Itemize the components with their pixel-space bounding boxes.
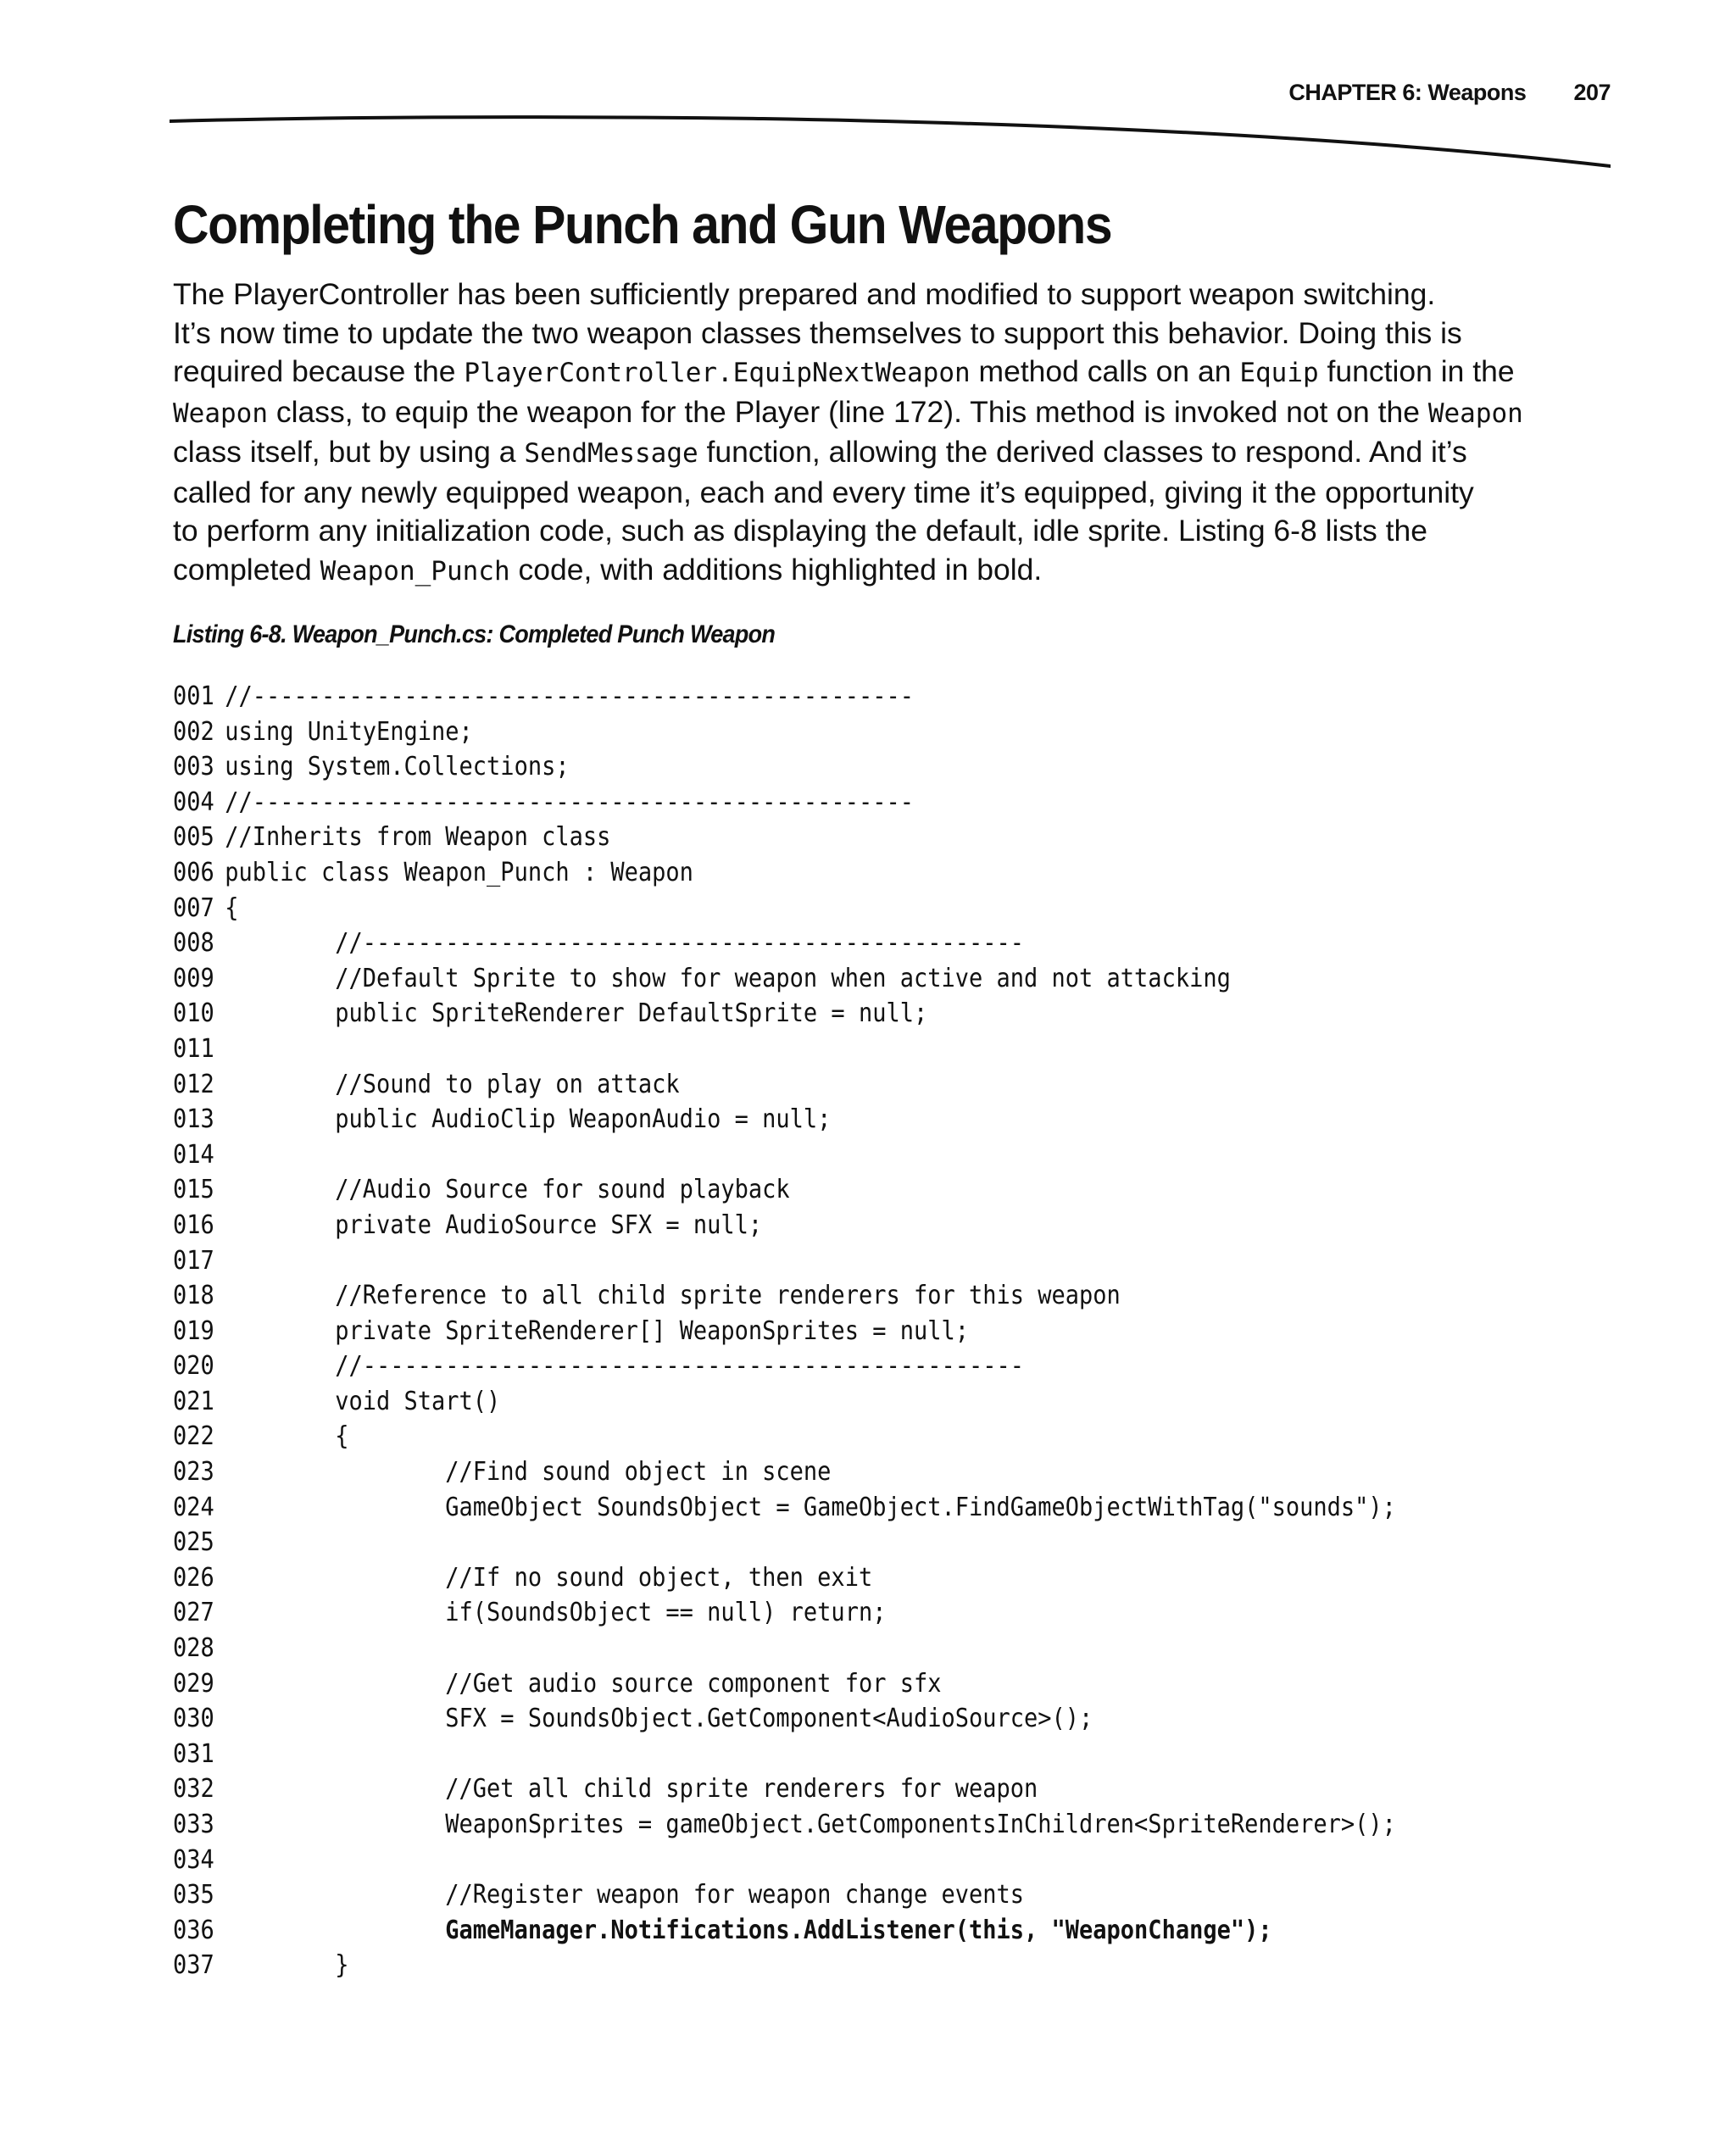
- paragraph-line: [173, 314, 1614, 353]
- code-line: [173, 1771, 1396, 1807]
- code-text: //------------------------------------------------: [225, 928, 1025, 959]
- line-number: 019: [173, 1315, 214, 1346]
- text-run: class, to equip the weapon for the Player (line 172). This method is invoked not on the: [267, 394, 1428, 429]
- code-text: public SpriteRenderer DefaultSprite = null;: [225, 998, 928, 1029]
- line-number: 003: [173, 752, 214, 782]
- code-text: //------------------------------------------------: [225, 787, 914, 817]
- code-text: using UnityEngine;: [225, 716, 473, 747]
- code-text: //Sound to play on attack: [225, 1069, 680, 1099]
- code-text: public class Weapon_Punch : Weapon: [225, 857, 693, 887]
- line-number: 022: [173, 1421, 214, 1452]
- line-number: 009: [173, 963, 214, 993]
- text-run: required because the: [173, 354, 465, 388]
- code-text: //Audio Source for sound playback: [225, 1175, 790, 1205]
- inline-code: Weapon_Punch: [320, 555, 510, 587]
- code-line: [173, 1243, 1396, 1279]
- text-run: The PlayerController has been sufficiently prepared and modified to support weapon switching.: [173, 277, 1436, 311]
- line-number: 029: [173, 1668, 214, 1699]
- code-text: SFX = SoundsObject.GetComponent<AudioSource>();: [225, 1704, 1093, 1734]
- line-number: 021: [173, 1386, 214, 1416]
- code-text: //------------------------------------------------: [225, 1351, 1025, 1382]
- line-number: 028: [173, 1633, 214, 1664]
- line-number: 020: [173, 1351, 214, 1382]
- line-number: 034: [173, 1844, 214, 1875]
- code-text: //Get all child sprite renderers for weapon: [225, 1774, 1038, 1805]
- code-line: [173, 961, 1396, 997]
- code-text: {: [225, 893, 239, 923]
- paragraph-line: [173, 512, 1614, 551]
- code-line: [173, 1877, 1396, 1913]
- code-text: GameObject SoundsObject = GameObject.FindGameObjectWithTag("sounds");: [225, 1492, 1396, 1522]
- code-text: if(SoundsObject == null) return;: [225, 1598, 887, 1628]
- text-run: It’s now time to update the two weapon classes themselves to support this behavior. Doing this is: [173, 315, 1462, 350]
- code-line: [173, 820, 1396, 855]
- line-number: 037: [173, 1950, 214, 1981]
- code-line: [173, 749, 1396, 785]
- code-line: [173, 1314, 1396, 1349]
- code-line: [173, 1454, 1396, 1490]
- line-number: 035: [173, 1880, 214, 1910]
- line-number: 031: [173, 1738, 214, 1769]
- paragraph-line: [173, 551, 1614, 592]
- line-number: 001: [173, 681, 214, 711]
- inline-code: Weapon: [1427, 398, 1523, 429]
- code-line: [173, 1490, 1396, 1526]
- line-number: 026: [173, 1562, 214, 1593]
- code-text: //Register weapon for weapon change events: [225, 1880, 1025, 1910]
- code-line: [173, 1737, 1396, 1772]
- line-number: 030: [173, 1704, 214, 1734]
- line-number: 006: [173, 857, 214, 887]
- code-text: private SpriteRenderer[] WeaponSprites = null;: [225, 1315, 969, 1346]
- code-text: //Default Sprite to show for weapon when active and not attacking: [225, 963, 1231, 993]
- code-text: //Reference to all child sprite renderers for this weapon: [225, 1281, 1121, 1311]
- code-line: [173, 1913, 1396, 1949]
- code-text: }: [225, 1950, 349, 1981]
- paragraph-line: [173, 353, 1614, 393]
- text-run: method calls on an: [970, 354, 1240, 388]
- code-line: [173, 1032, 1396, 1067]
- code-line: [173, 1102, 1396, 1137]
- header-rule: [170, 112, 1611, 171]
- line-number: 033: [173, 1810, 214, 1839]
- code-line: [173, 1349, 1396, 1384]
- inline-code: PlayerController.EquipNextWeapon: [464, 358, 971, 388]
- code-line: [173, 679, 1396, 715]
- code-line: [173, 926, 1396, 961]
- code-text: //Get audio source component for sfx: [225, 1668, 942, 1699]
- code-line: [173, 1278, 1396, 1314]
- code-line: [173, 1419, 1396, 1454]
- code-text: {: [225, 1421, 349, 1452]
- line-number: 013: [173, 1104, 214, 1135]
- code-line: [173, 855, 1396, 891]
- code-line: [173, 785, 1396, 820]
- code-line: [173, 1560, 1396, 1596]
- line-number: 002: [173, 716, 214, 747]
- inline-code: SendMessage: [524, 438, 698, 469]
- line-number: 025: [173, 1527, 214, 1558]
- line-number: 023: [173, 1457, 214, 1488]
- code-listing: [173, 679, 1532, 1983]
- inline-code: Weapon: [173, 398, 268, 429]
- code-line: [173, 1595, 1396, 1631]
- code-line: [173, 1208, 1396, 1243]
- code-line: [173, 891, 1396, 926]
- section-title: Completing the Punch and Gun Weapons: [173, 194, 1112, 255]
- page-number: 207: [1573, 80, 1611, 105]
- chapter-label: CHAPTER 6: Weapons: [1288, 80, 1527, 105]
- code-line: [173, 1172, 1396, 1208]
- code-text: //Find sound object in scene: [225, 1457, 832, 1488]
- code-text: using System.Collections;: [225, 752, 570, 782]
- line-number: 011: [173, 1033, 214, 1064]
- line-number: 027: [173, 1598, 214, 1628]
- code-line: [173, 1525, 1396, 1560]
- code-line: [173, 1807, 1396, 1843]
- code-text: void Start(): [225, 1386, 501, 1416]
- code-line: [173, 1631, 1396, 1666]
- paragraph-line: [173, 275, 1614, 314]
- line-number: 024: [173, 1492, 214, 1522]
- code-line: [173, 996, 1396, 1032]
- line-number: 005: [173, 822, 214, 853]
- code-text: GameManager.Notifications.AddListener(this, "WeaponChange");: [225, 1915, 1272, 1945]
- text-run: function, allowing the derived classes to respond. And it’s: [698, 435, 1467, 469]
- line-number: 016: [173, 1210, 214, 1240]
- text-run: to perform any initialization code, such as displaying the default, idle sprite. Listing 6-8 lists the: [173, 514, 1427, 548]
- line-number: 017: [173, 1245, 214, 1276]
- line-number: 010: [173, 998, 214, 1029]
- inline-code: Equip: [1239, 358, 1319, 388]
- line-number: 015: [173, 1175, 214, 1205]
- code-line: [173, 1137, 1396, 1173]
- text-run: class itself, but by using a: [173, 435, 525, 469]
- text-run: called for any newly equipped weapon, each and every time it’s equipped, giving it the opportunity: [173, 475, 1474, 509]
- running-head: [1288, 80, 1611, 106]
- code-text: //------------------------------------------------: [225, 681, 914, 711]
- code-text: //If no sound object, then exit: [225, 1562, 873, 1593]
- listing-caption: Listing 6-8. Weapon_Punch.cs: Completed Punch Weapon: [173, 620, 776, 648]
- line-number: 018: [173, 1281, 214, 1311]
- line-number: 014: [173, 1139, 214, 1170]
- code-line: [173, 1701, 1396, 1737]
- code-line: [173, 1843, 1396, 1878]
- paragraph-line: [173, 474, 1614, 513]
- line-number: 032: [173, 1774, 214, 1805]
- line-number: 004: [173, 787, 214, 817]
- line-number: 007: [173, 893, 214, 923]
- line-number: 008: [173, 928, 214, 959]
- line-number: 012: [173, 1069, 214, 1099]
- text-run: completed: [173, 552, 320, 587]
- code-line: [173, 1384, 1396, 1420]
- code-line: [173, 1948, 1396, 1983]
- code-line: [173, 1666, 1396, 1702]
- paragraph-line: [173, 393, 1614, 434]
- text-run: function in the: [1318, 354, 1515, 388]
- line-number: 036: [173, 1915, 214, 1945]
- code-line: [173, 715, 1396, 750]
- code-line: [173, 1067, 1396, 1103]
- code-text: public AudioClip WeaponAudio = null;: [225, 1104, 832, 1135]
- code-text: //Inherits from Weapon class: [225, 822, 611, 853]
- code-text: private AudioSource SFX = null;: [225, 1210, 763, 1240]
- paragraph-line: [173, 433, 1614, 474]
- body-paragraph: [173, 275, 1614, 591]
- text-run: code, with additions highlighted in bold.: [509, 552, 1043, 587]
- code-text: WeaponSprites = gameObject.GetComponentsInChildren<SpriteRenderer>();: [225, 1810, 1396, 1839]
